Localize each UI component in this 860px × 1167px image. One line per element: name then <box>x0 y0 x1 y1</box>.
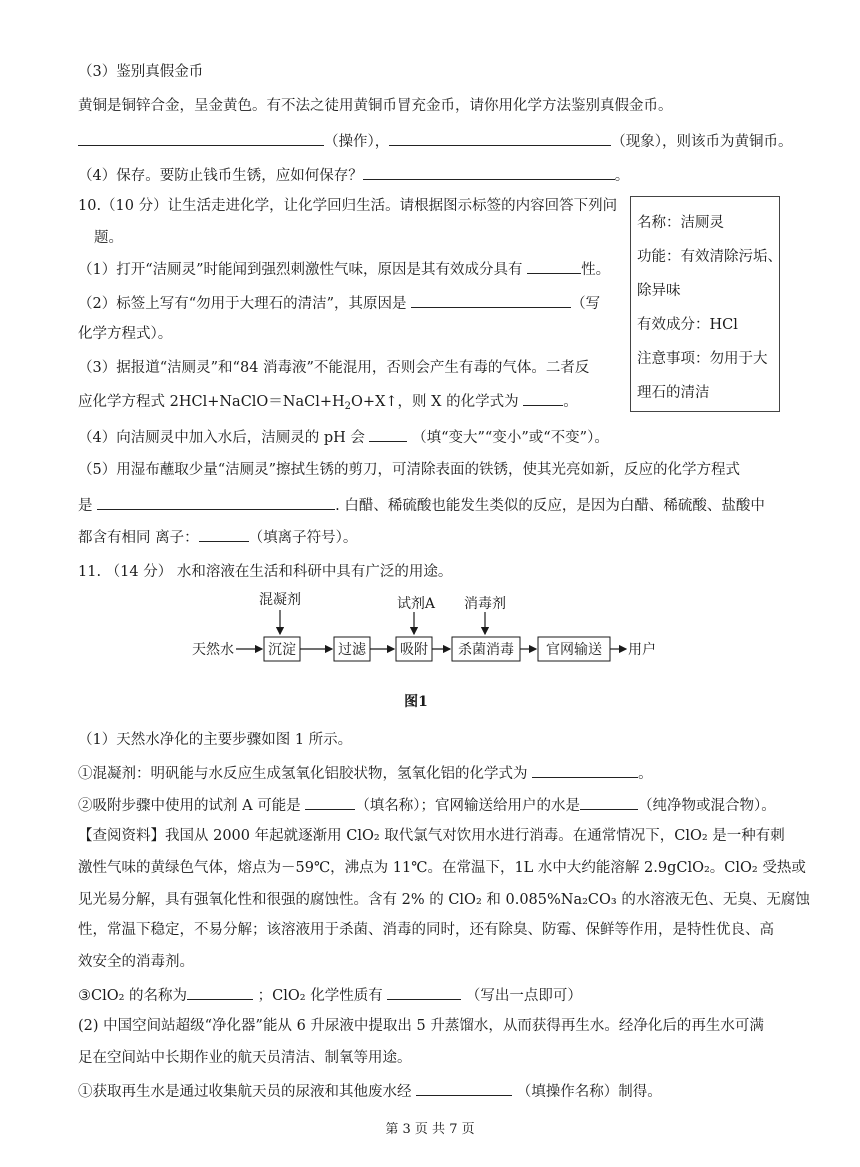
flow-step-pipeline: 官网输送 <box>546 642 602 658</box>
answer-blank[interactable] <box>369 426 407 442</box>
water-purification-flowchart <box>190 590 670 710</box>
label-note-cont: 理石的清洁 <box>637 385 710 401</box>
answer-blank[interactable] <box>187 984 253 1000</box>
q10-part5: （5）用湿布蘸取少量“洁厕灵”擦拭生锈的剪刀，可清除表面的铁锈，使其光亮如新，反应的化学方程式 <box>78 462 741 478</box>
q11-info-line4: 性，常温下稳定，不易分解；该溶液用于杀菌、消毒的同时，还有除臭、防霉、保鲜等作用，是特性优良、高 <box>78 922 774 938</box>
page-number: 第 3 页 共 7 页 <box>385 1122 475 1137</box>
q11-sub4: ①获取再生水是通过收集航天员的尿液和其他废水经 （填操作名称）制得。 <box>78 1080 662 1102</box>
label-function: 功能：有效清除污垢、 <box>637 249 782 265</box>
q11-sub2: ②吸附步骤中使用的试剂 A 可能是 （填名称）；官网输送给用户的水是 （纯净物或混合物）。 <box>78 794 776 816</box>
q11-sub1: ①混凝剂：明矾能与水反应生成氢氧化铝胶状物，氢氧化铝的化学式为 。 <box>78 762 653 784</box>
q10-part4: （4）向洁厕灵中加入水后，洁厕灵的 pH 会 （填“变大”“变小”或“不变”）。 <box>78 426 609 448</box>
answer-blank[interactable] <box>305 794 355 810</box>
answer-blank[interactable] <box>387 984 461 1000</box>
answer-blank[interactable] <box>411 292 571 308</box>
q11-part1: （1）天然水净化的主要步骤如图 1 所示。 <box>78 732 353 748</box>
q10-part3-equation: 应化学方程式 $2HCl+NaClO=NaCl+H_2O+X↑$，则 X 的化学式为 。 <box>78 390 578 417</box>
answer-blank[interactable] <box>97 494 335 510</box>
q11-info-line5: 效安全的消毒剂。 <box>78 954 194 970</box>
product-label <box>630 196 780 412</box>
flow-step-filter: 过滤 <box>338 642 366 658</box>
q10-part5-ion: 都含有相同 离子： （填离子符号）。 <box>78 526 357 548</box>
q9-part3-answer: （操作）， （现象），则该币为黄铜币。 <box>78 130 793 152</box>
q10-part2: （2）标签上写有“勿用于大理石的清洁”，其原因是 （写 <box>78 292 600 314</box>
flow-step-adsorb: 吸附 <box>400 642 428 658</box>
input-coagulant: 混凝剂 <box>259 592 301 608</box>
answer-blank[interactable] <box>527 258 581 274</box>
q11-part2-cont: 足在空间站中长期作业的航天员清洁、制氧等用途。 <box>78 1050 412 1066</box>
answer-blank[interactable] <box>416 1080 512 1096</box>
q10-part2-cont: 化学方程式）。 <box>78 326 173 342</box>
q11-info-line3: 见光易分解，具有强氧化性和很强的腐蚀性。含有 2% 的 ClO₂ 和 0.085%Na₂CO₃ 的水溶液无色、无臭、无腐蚀 <box>78 892 810 908</box>
q11-sub3: ③ClO₂ 的名称为 ；ClO₂ 化学性质有 （写出一点即可） <box>78 984 582 1006</box>
answer-blank[interactable] <box>532 762 638 778</box>
q9-part3-text: 黄铜是铜锌合金，呈金黄色。有不法之徒用黄铜币冒充金币，请你用化学方法鉴别真假金币。 <box>78 98 673 114</box>
q10-part5-cont: 是 . 白醋、稀硫酸也能发生类似的反应，是因为白醋、稀硫酸、盐酸中 <box>78 494 765 516</box>
input-disinfectant: 消毒剂 <box>464 596 506 612</box>
flow-start: 天然水 <box>192 642 234 658</box>
answer-blank[interactable] <box>523 390 563 406</box>
answer-blank[interactable] <box>389 130 611 146</box>
flow-caption: 图1 <box>404 694 428 710</box>
answer-blank[interactable] <box>363 164 615 180</box>
answer-blank[interactable] <box>199 526 249 542</box>
flow-step-precipitate: 沉淀 <box>268 642 296 658</box>
label-ingredient: 有效成分：HCl <box>637 317 738 333</box>
input-reagent-a: 试剂A <box>396 596 436 612</box>
q9-part3-title: （3）鉴别真假金币 <box>78 64 204 80</box>
label-note: 注意事项：勿用于大 <box>637 351 768 367</box>
q10-heading: 10.（10 分）让生活走进化学，让化学回归生活。请根据图示标签的内容回答下列问 <box>78 198 618 214</box>
answer-blank[interactable] <box>78 130 324 146</box>
q10-part1: （1）打开“洁厕灵”时能闻到强烈刺激性气味，原因是其有效成分具有 性。 <box>78 258 610 280</box>
q11-info-line1: 【查阅资料】我国从 2000 年起就逐渐用 ClO₂ 取代氯气对饮用水进行消毒。在通常情况下，ClO₂ 是一种有刺 <box>78 828 785 844</box>
q11-heading: 11. （14 分） 水和溶液在生活和科研中具有广泛的用途。 <box>78 564 453 580</box>
q10-heading-cont: 题。 <box>94 230 123 246</box>
q9-part4: （4）保存。要防止钱币生锈，应如何保存？ 。 <box>78 164 629 186</box>
answer-blank[interactable] <box>580 794 638 810</box>
flow-end: 用户 <box>628 642 656 658</box>
label-function-cont: 除异味 <box>637 283 681 299</box>
label-name: 名称：洁厕灵 <box>637 215 724 231</box>
flow-step-disinfect: 杀菌消毒 <box>458 642 514 658</box>
q11-info-line2: 激性气味的黄绿色气体，熔点为－59℃，沸点为 11℃。在常温下，1L 水中大约能溶解 2.9gClO₂。ClO₂ 受热或 <box>78 860 806 876</box>
q10-part3: （3）据报道“洁厕灵”和“84 消毒液”不能混用，否则会产生有毒的气体。二者反 <box>78 360 590 376</box>
q11-part2: (2) 中国空间站超级“净化器”能从 6 升尿液中提取出 5 升蒸馏水，从而获得再生水。经净化后的再生水可满 <box>78 1018 764 1034</box>
